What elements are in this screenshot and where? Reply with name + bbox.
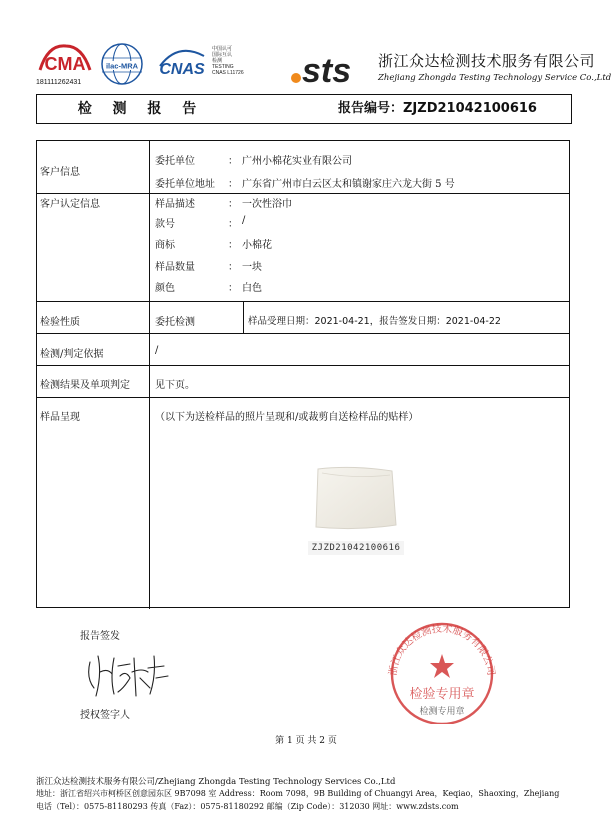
ilac-mra-logo — [100, 42, 144, 86]
sample-desc-label: 样品描述 — [155, 199, 195, 210]
dates-value: 样品受理日期：2021-04-21，报告签发日期：2021-04-22 — [248, 316, 501, 327]
footer-address: 地址：浙江省绍兴市柯桥区创意园东区 9B7098 室 Address：Room 7098，9B Building of Chuangyi Area，Keqiao，Shaoxing，Zhejiang — [36, 789, 560, 798]
inspection-seal-stamp — [378, 614, 506, 724]
result-label: 检测结果及单项判定 — [40, 380, 130, 391]
client-name-value: 广州小棉花实业有限公司 — [242, 156, 352, 167]
sample-photo-label: ZJZD21042100616 — [308, 541, 404, 555]
report-number: 报告编号：ZJZD21042100616 — [338, 101, 537, 116]
model-label: 款号 — [155, 219, 175, 230]
svg-text:浙江众达检测技术服务有限公司: 浙江众达检测技术服务有限公司 — [387, 623, 497, 677]
color-value: 白色 — [242, 283, 262, 294]
svg-text:ilac-MRA: ilac-MRA — [105, 61, 139, 71]
handwritten-signature — [84, 648, 174, 704]
report-table — [36, 140, 570, 608]
svg-text:CMA: CMA — [44, 54, 86, 74]
sts-logo — [288, 40, 366, 88]
client-name-label: 委托单位 — [155, 156, 195, 167]
client-name-colon: ： — [228, 156, 238, 167]
cnas-accreditation-text: 中国认可 国际互认 检测 TESTING CNAS L11726 — [212, 46, 244, 76]
svg-text:检测专用章: 检测专用章 — [419, 707, 465, 717]
footer-company: 浙江众达检测技术服务有限公司/Zhejiang Zhongda Testing Technology Services Co.,Ltd — [36, 777, 396, 787]
client-address-label: 委托单位地址 — [155, 179, 215, 190]
svg-text:检验专用章: 检验专用章 — [409, 687, 475, 702]
quantity-colon: ： — [228, 262, 238, 273]
sample-note: （以下为送检样品的照片呈现和/或裁剪自送检样品的贴样） — [155, 412, 419, 423]
company-name-cn: 浙江众达检测技术服务有限公司 — [378, 52, 596, 70]
brand-colon: ： — [228, 240, 238, 251]
footer-contact: 电话（Tel）：0575-81180293 传真（Faz）：0575-81180292 邮编（Zip Code）：312030 网址：www.zdsts.com — [36, 802, 459, 811]
client-confirm-label: 客户认定信息 — [40, 199, 100, 210]
company-name-en: Zhejiang Zhongda Testing Technology Service Co.,Ltd — [378, 73, 612, 83]
client-address-colon: ： — [228, 179, 238, 190]
model-colon: ： — [228, 219, 238, 230]
sample-desc-colon: ： — [228, 199, 238, 210]
sample-presentation-label: 样品呈现 — [40, 412, 80, 423]
client-info-label: 客户信息 — [40, 167, 80, 178]
color-colon: ： — [228, 283, 238, 294]
authorized-signatory-label: 授权签字人 — [80, 710, 130, 721]
brand-label: 商标 — [155, 240, 175, 251]
quantity-value: 一块 — [242, 262, 262, 273]
sample-desc-value: 一次性浴巾 — [242, 199, 292, 210]
result-value: 见下页。 — [155, 380, 195, 391]
svg-text:CNAS: CNAS — [159, 61, 205, 78]
report-title: 检 测 报 告 — [77, 101, 205, 117]
nature-value: 委托检测 — [155, 317, 195, 328]
basis-value: / — [155, 345, 159, 356]
nature-label: 检验性质 — [40, 317, 80, 328]
quantity-label: 样品数量 — [155, 262, 195, 273]
svg-text:sts: sts — [302, 52, 352, 88]
report-issued-label: 报告签发 — [80, 631, 120, 642]
sample-photo — [312, 465, 398, 531]
model-value: / — [242, 215, 246, 226]
color-label: 颜色 — [155, 283, 175, 294]
page-number: 第 1 页 共 2 页 — [275, 736, 337, 746]
client-address-value: 广东省广州市白云区太和镇谢家庄六龙大街 5 号 — [242, 179, 455, 190]
brand-value: 小棉花 — [242, 240, 272, 251]
basis-label: 检测/判定依据 — [40, 349, 104, 360]
cma-number: 181111262431 — [36, 79, 82, 86]
